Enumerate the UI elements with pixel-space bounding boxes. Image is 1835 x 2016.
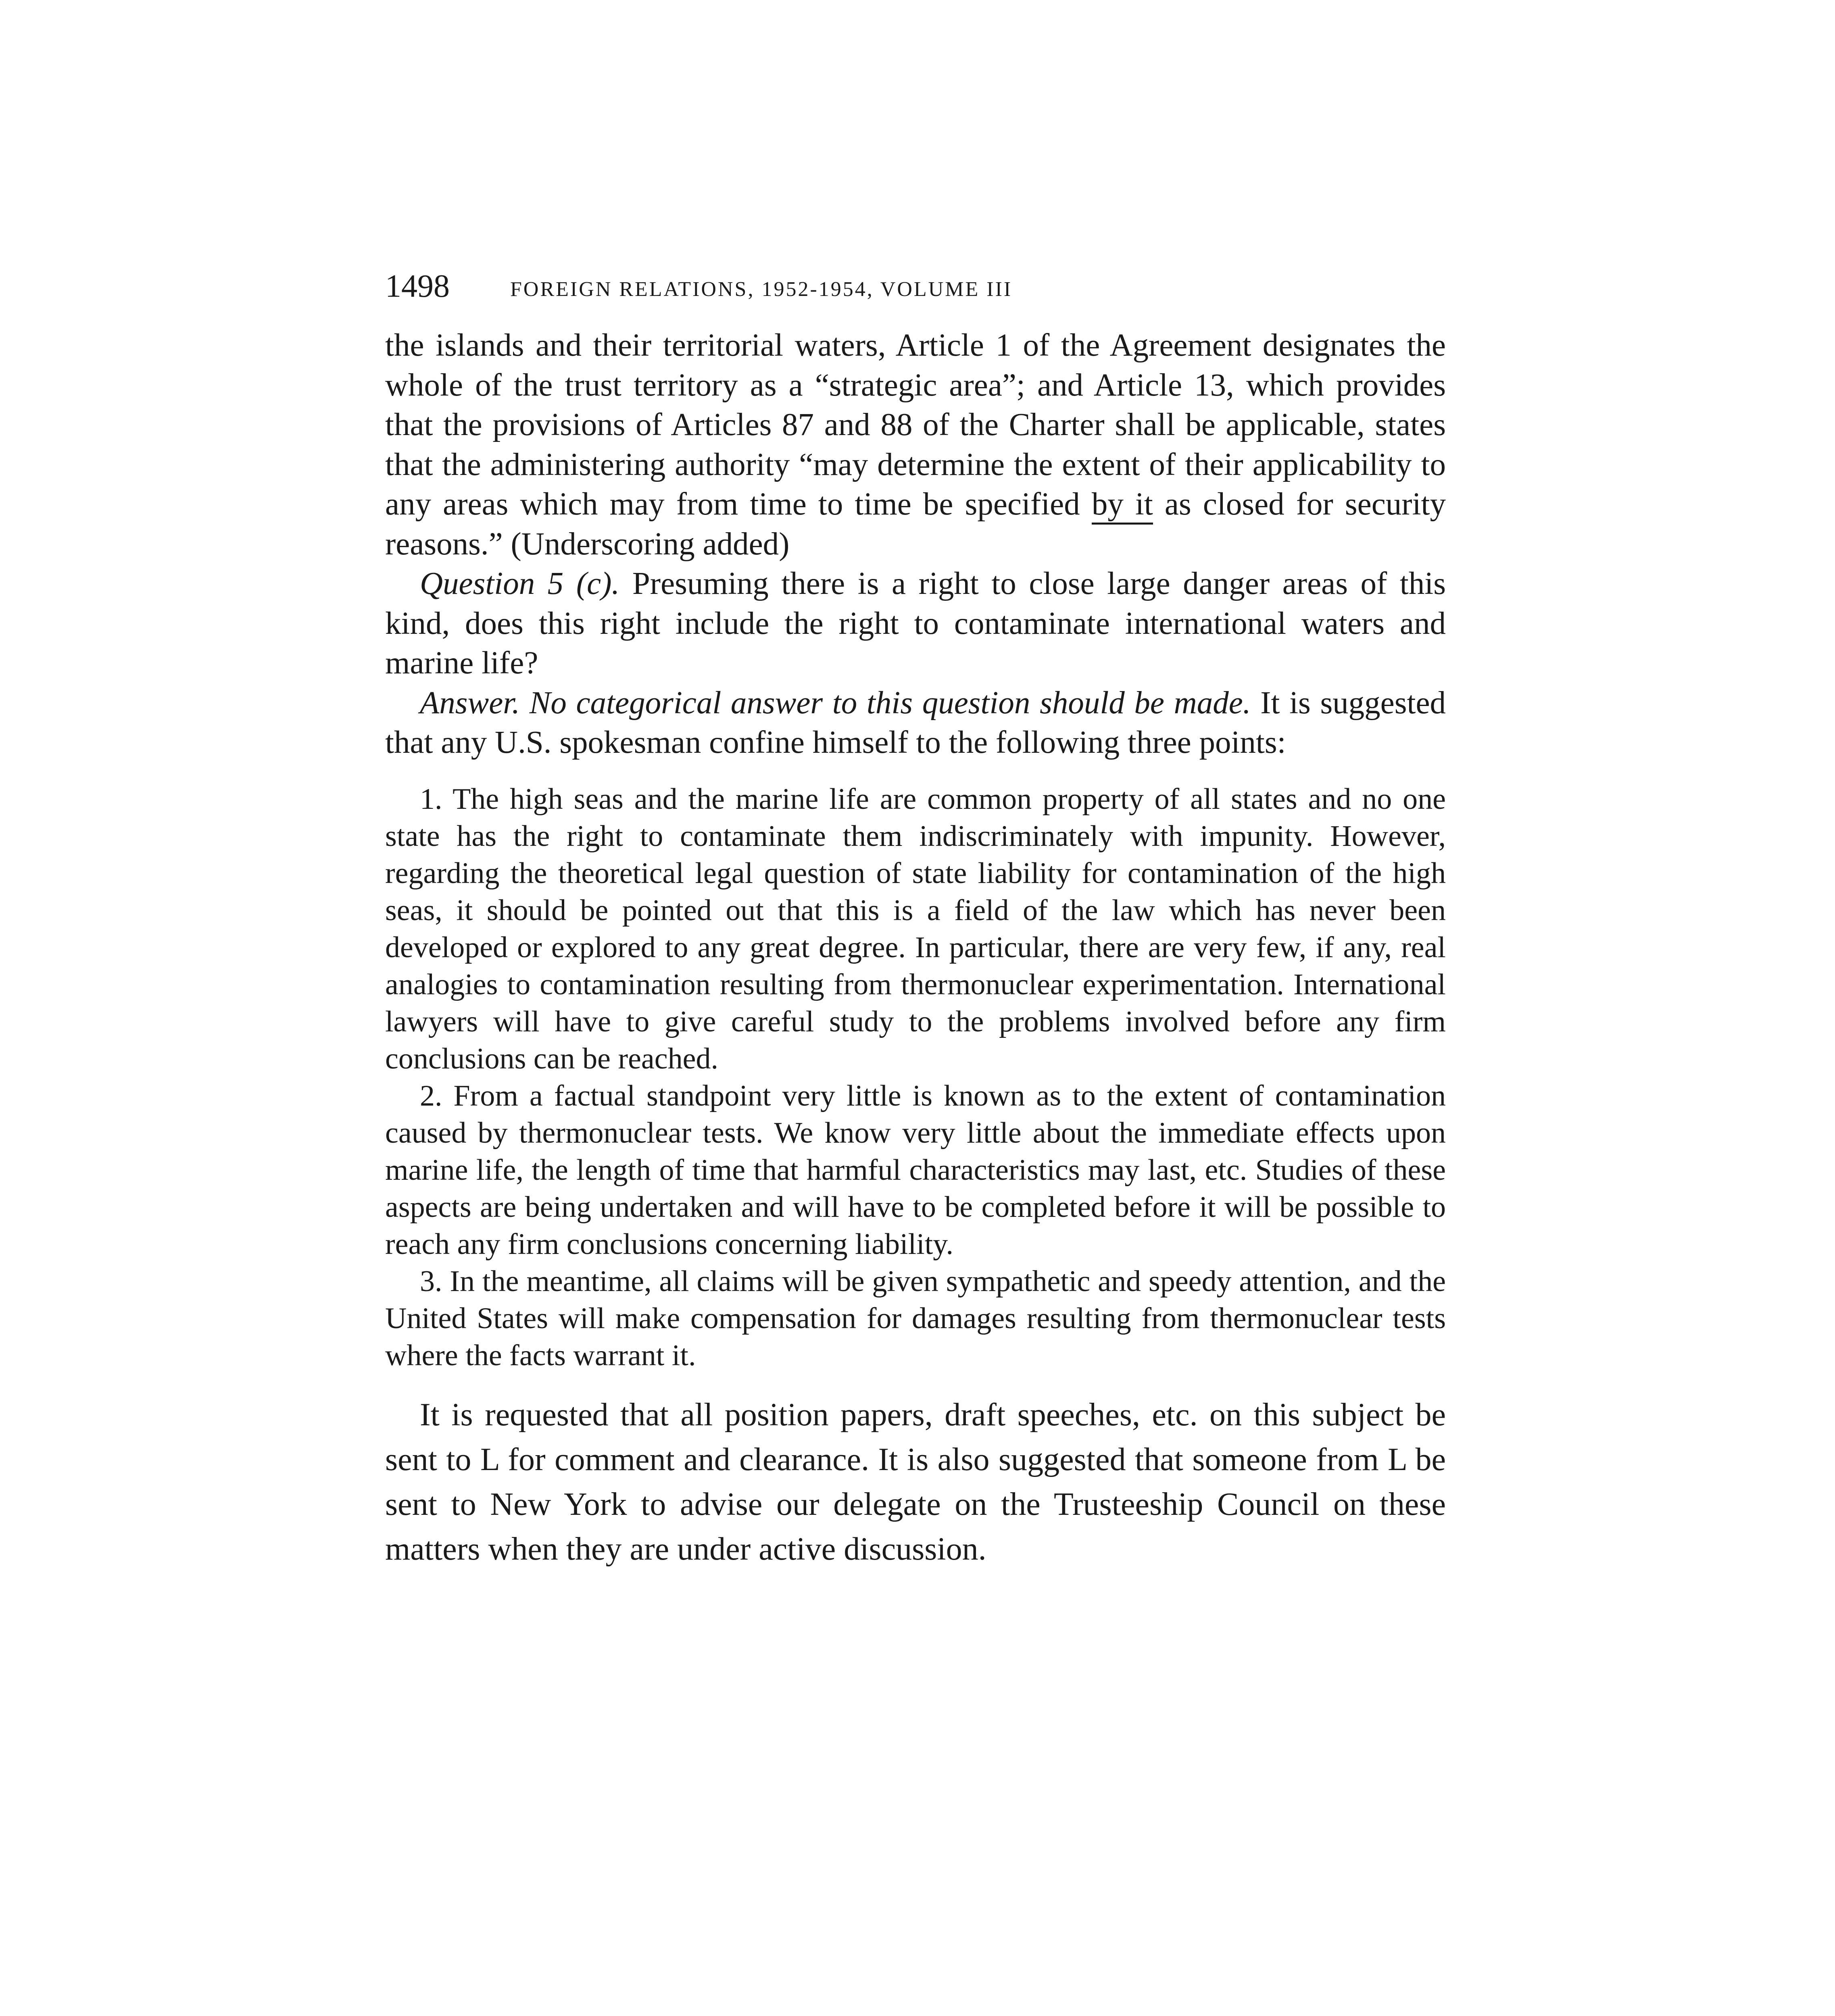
points-list xyxy=(385,781,1446,1374)
underscored-phrase: by it xyxy=(1092,487,1153,525)
question-label: Question 5 (c). xyxy=(420,566,620,601)
answer-label: Answer. xyxy=(420,685,520,721)
question-paragraph xyxy=(385,564,1446,683)
point-2: 2. From a factual standpoint very little is known as to the extent of contamination caused by thermonuclear tests. We know very little about the immediate effects upon marine life, the length of time that harmful characteristics may last, etc. Studies of these aspects are being undertaken and will have to be completed before it will be possible to reach any firm conclusions concerning liability. xyxy=(385,1079,1446,1261)
point-1: 1. The high seas and the marine life are common property of all states and no one state has the right to contaminate them indiscriminately with impunity. However, regarding the theoretical legal question of state liability for contamination of the high seas, it should be pointed out that this is a field of the law which has never been developed or explored to any great degree. In particular, there are very few, if any, real analogies to contamination resulting from thermonuclear experimentation. International lawyers will have to give careful study to the problems involved before any firm conclusions can be reached. xyxy=(385,782,1446,1075)
page-number: 1498 xyxy=(385,269,450,304)
closing-paragraph: It is requested that all position papers, draft speeches, etc. on this subject be sent to L for comment and clearance. It is also suggested that someone from L be sent to New York to advise our delegate on the Trusteeship Council on these matters when they are under active discussion. xyxy=(385,1397,1446,1567)
paragraph-articles xyxy=(385,326,1446,564)
answer-paragraph xyxy=(385,683,1446,763)
running-head: FOREIGN RELATIONS, 1952-1954, VOLUME III xyxy=(510,278,1013,301)
answer-italic: No categorical answer to this question should be made. xyxy=(520,685,1251,721)
answer-text: It is suggested that any U.S. spokesman confine himself to the following three points: xyxy=(385,685,1446,760)
question-text: Presuming there is a right to close large danger areas of this kind, does this right include the right to contaminate international waters and marine life? xyxy=(385,566,1446,681)
paragraph-articles-tail: as closed for security reasons.” (Underscoring added) xyxy=(385,487,1446,562)
paragraph-articles-text: the islands and their territorial waters, Article 1 of the Agreement designates the whole of the trust territory as a “strategic area”; and Article 13, which provides that the provisions of Articles 87 and 88 of the Charter shall be applicable, states that the administering authority “may determine the extent of their applicability to any areas which may from time to time be specified xyxy=(385,328,1446,522)
point-3: 3. In the meantime, all claims will be given sympathetic and speedy attention, and the United States will make compensation for damages resulting from thermonuclear tests where the facts warrant it. xyxy=(385,1264,1446,1372)
document-page xyxy=(385,266,1446,1572)
page-header xyxy=(385,266,1446,310)
